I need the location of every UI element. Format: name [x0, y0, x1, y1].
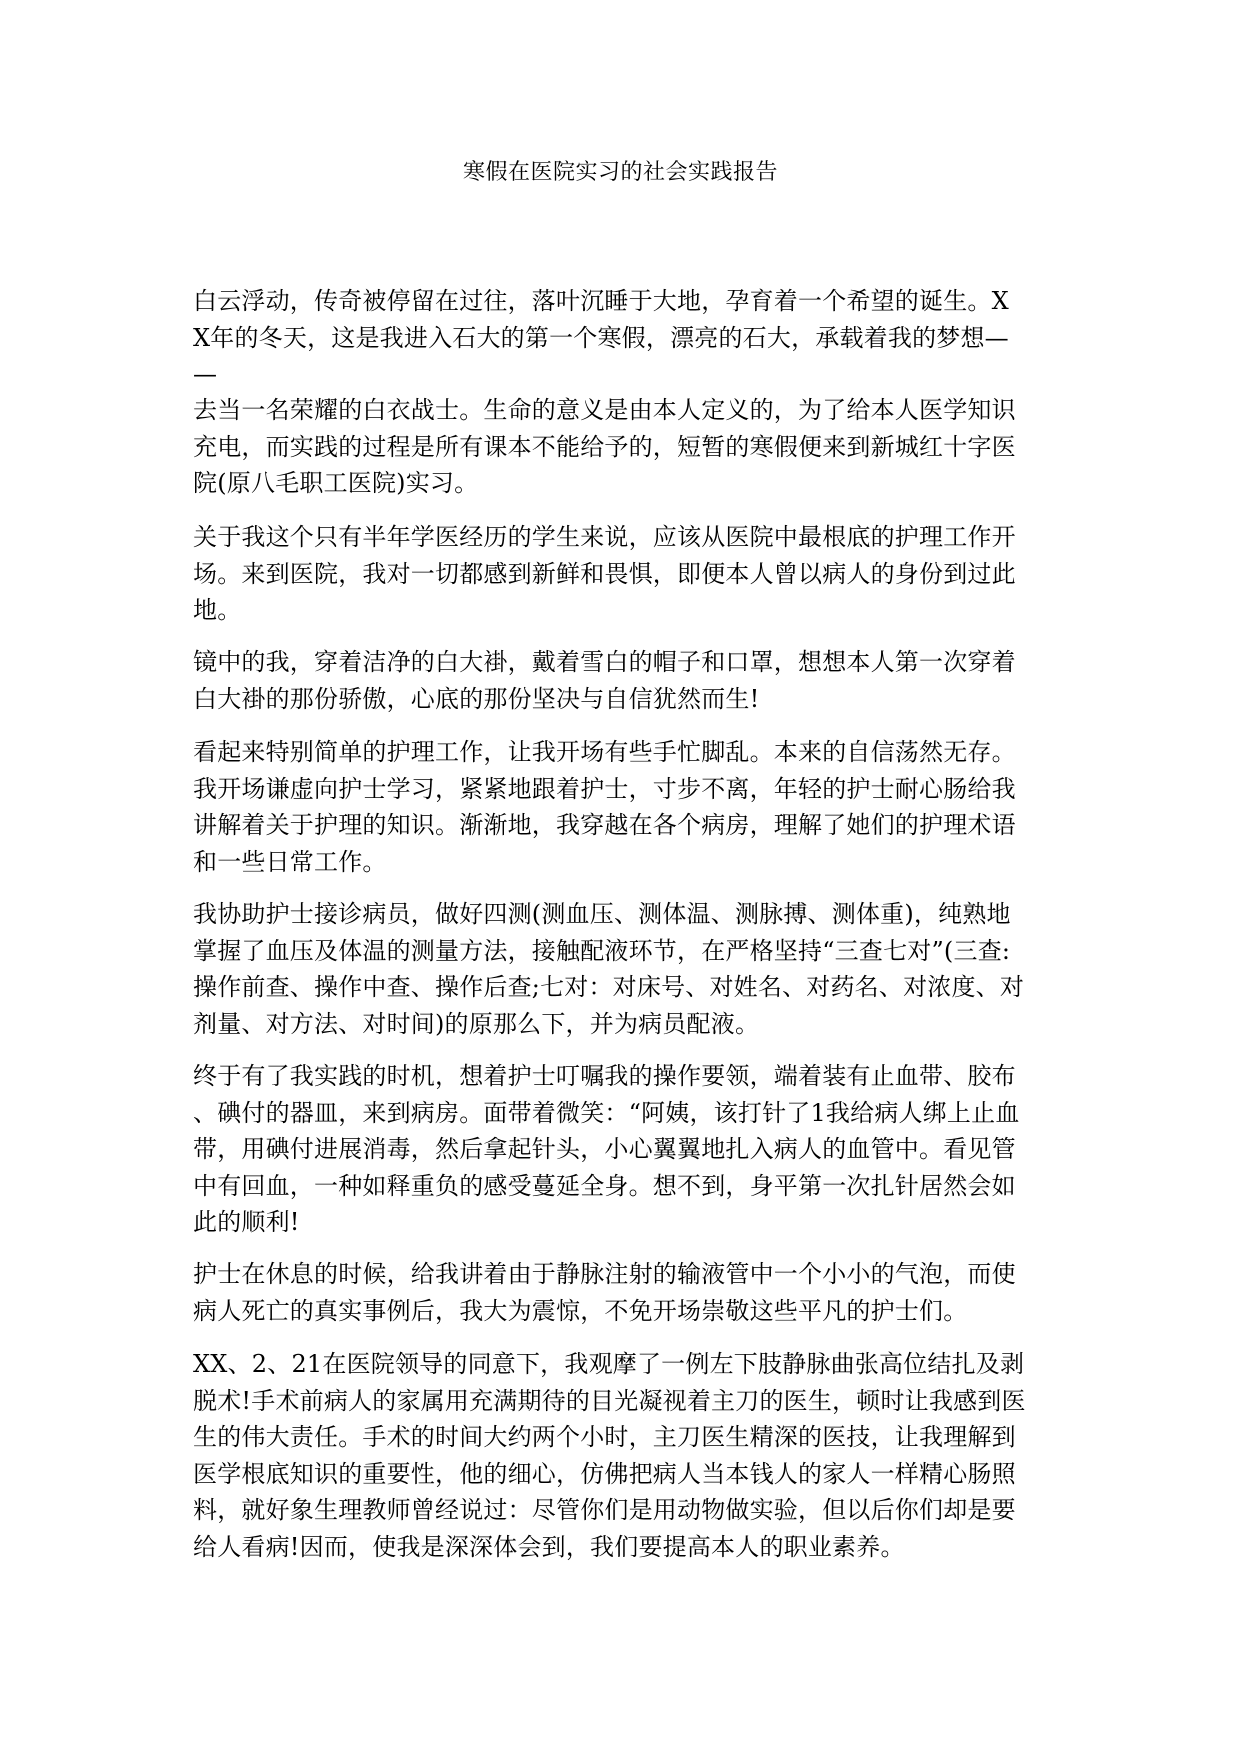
paragraph-line: 和一些日常工作。 — [193, 847, 387, 876]
paragraph-2 — [193, 392, 1051, 502]
paragraph-line: 料，就好象生理教师曾经说过：尽管你们是用动物做实验，但以后你们却是要 — [193, 1496, 1016, 1524]
paragraph-line: 场。来到医院，我对一切都感到新鲜和畏惧，即便本人曾以病人的身份到过此 — [193, 559, 1016, 588]
paragraph-line: 白云浮动，传奇被停留在过往，落叶沉睡于大地，孕育着一个希望的诞生。X — [193, 287, 1009, 315]
paragraph-line: 去当一名荣耀的白衣战士。生命的意义是由本人定义的，为了给本人医学知识 — [193, 396, 1016, 424]
paragraph-3 — [193, 519, 1051, 629]
paragraph-line: 病人死亡的真实事例后，我大为震惊，不免开场崇敬这些平凡的护士们。 — [193, 1296, 968, 1325]
paragraph-line: 护士在休息的时候，给我讲着由于静脉注射的输液管中一个小小的气泡，而使 — [193, 1260, 1016, 1288]
paragraph-line: — — [193, 360, 218, 388]
paragraph-8 — [193, 1256, 1051, 1329]
paragraph-line: 带，用碘付进展消毒，然后拿起针头，小心翼翼地扎入病人的血管中。看见管 — [193, 1135, 1016, 1163]
paragraph-line: 给人看病!因而，使我是深深体会到，我们要提高本人的职业素养。 — [193, 1532, 905, 1561]
paragraph-line: 此的顺利! — [193, 1208, 300, 1236]
paragraph-line: 中有回血，一种如释重负的感受蔓延全身。想不到，身平第一次扎针居然会如 — [193, 1171, 1016, 1200]
paragraph-6 — [193, 896, 1051, 1042]
paragraph-line: 镜中的我，穿着洁净的白大褂，戴着雪白的帽子和口罩，想想本人第一次穿着 — [193, 648, 1016, 676]
paragraph-line: 生的伟大责任。手术的时间大约两个小时，主刀医生精深的医技，让我理解到 — [193, 1423, 1016, 1451]
paragraph-1 — [193, 283, 1051, 393]
paragraph-line: 我开场谦虚向护士学习，紧紧地跟着护士，寸步不离，年轻的护士耐心肠给我 — [193, 774, 1016, 803]
paragraph-7 — [193, 1058, 1051, 1241]
paragraph-9 — [193, 1346, 1051, 1565]
paragraph-4 — [193, 644, 1051, 717]
paragraph-line: 充电，而实践的过程是所有课本不能给予的，短暂的寒假便来到新城红十字医 — [193, 432, 1016, 461]
paragraph-line: 关于我这个只有半年学医经历的学生来说，应该从医院中最根底的护理工作开 — [193, 523, 1016, 551]
paragraph-line: 脱术!手术前病人的家属用充满期待的目光凝视着主刀的医生，顿时让我感到医 — [193, 1386, 1026, 1415]
paragraph-line: 看起来特别简单的护理工作，让我开场有些手忙脚乱。本来的自信荡然无存。 — [193, 738, 1016, 766]
paragraph-line: 地。 — [193, 596, 242, 624]
paragraph-line: 白大褂的那份骄傲，心底的那份坚决与自信犹然而生! — [193, 684, 760, 713]
paragraph-line: 院(原八毛职工医院)实习。 — [193, 469, 479, 497]
paragraph-line: 掌握了血压及体温的测量方法，接触配液环节，在严格坚持“三查七对”(三查: — [193, 936, 1011, 965]
paragraph-line: X年的冬天，这是我进入石大的第一个寒假，漂亮的石大，承载着我的梦想— — [193, 323, 1009, 352]
paragraph-line: 、碘付的器皿，来到病房。面带着微笑：“阿姨，该打针了1我给病人绑上止血 — [193, 1098, 1020, 1127]
paragraph-line: 我协助护士接诊病员，做好四测(测血压、测体温、测脉搏、测体重)，纯熟地 — [193, 900, 1011, 928]
paragraph-5 — [193, 734, 1051, 880]
paragraph-line: XX、2、21在医院领导的同意下，我观摩了一例左下肢静脉曲张高位结扎及剥 — [193, 1350, 1025, 1378]
paragraph-line: 终于有了我实践的时机，想着护士叮嘱我的操作要领，端着装有止血带、胶布 — [193, 1062, 1016, 1090]
paragraph-line: 剂量、对方法、对时间)的原那么下，并为病员配液。 — [193, 1009, 760, 1038]
paragraph-line: 讲解着关于护理的知识。渐渐地，我穿越在各个病房，理解了她们的护理术语 — [193, 811, 1016, 839]
document-title: 寒假在医院实习的社会实践报告 — [462, 160, 778, 185]
paragraph-line: 医学根底知识的重要性，他的细心，仿佛把病人当本钱人的家人一样精心肠照 — [193, 1459, 1016, 1488]
paragraph-line: 操作前查、操作中查、操作后查;七对：对床号、对姓名、对药名、对浓度、对 — [193, 973, 1025, 1001]
